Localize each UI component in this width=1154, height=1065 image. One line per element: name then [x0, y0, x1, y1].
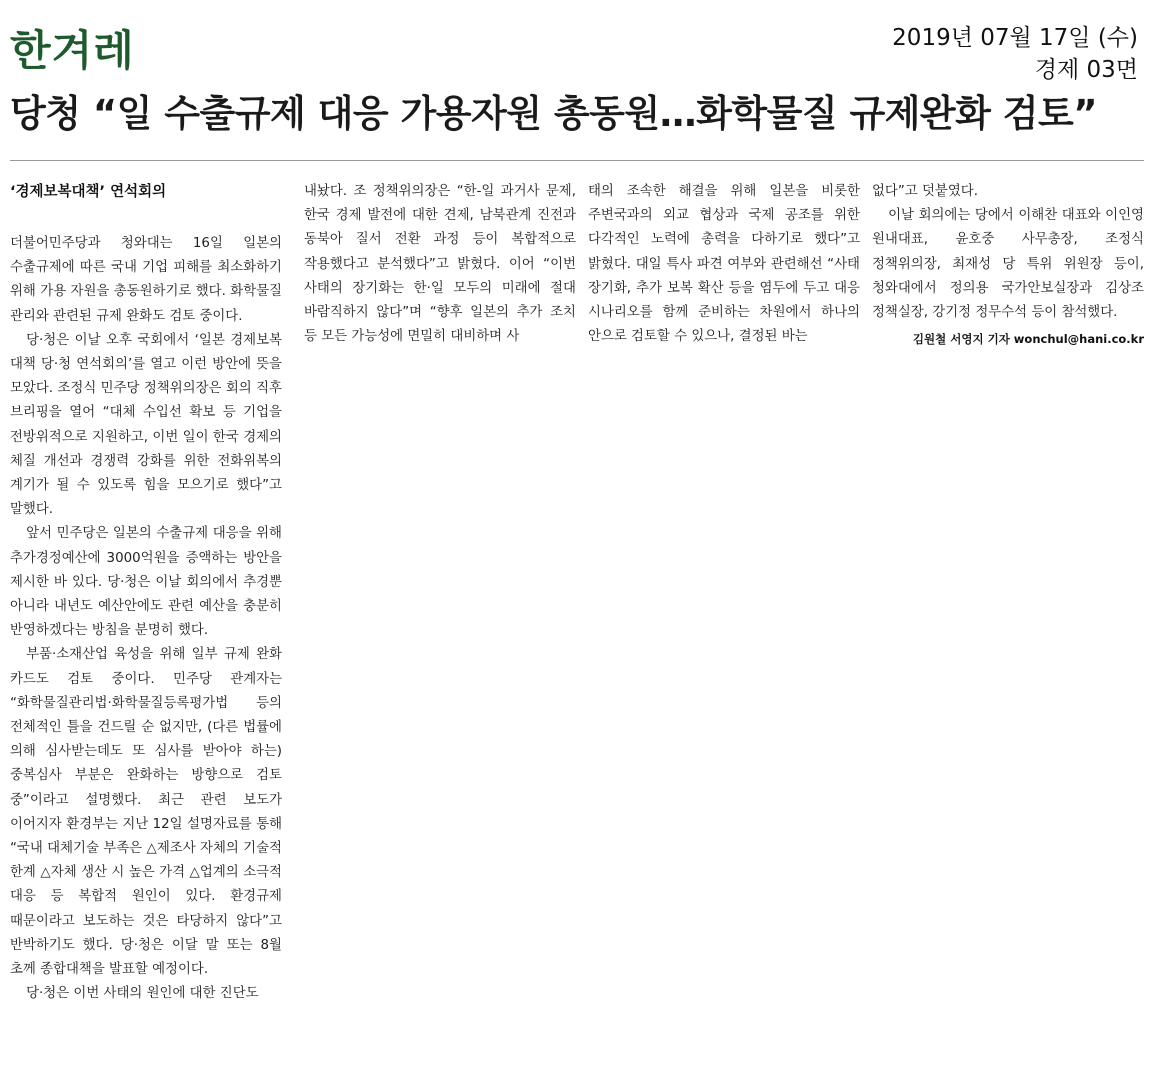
article-paragraph-continued: 내놨다. 조 정책위의장은 “한-일 과거사 문제, 한국 경제 발전에 대한 견제, 남북관계 진전과 동북아 질서 전환 과정 등이 복합적으로 작용했다고 분석했다”고 밝혔다. 이어 “이번 사태의 장기화는 한·일 모두의 미래에 절대 바람직하지 않다”며 “향후 일본의 추가 조치 등 모든 가능성에 면밀히 대비하며 사 — [304, 184, 576, 345]
article-paragraph: 이날 회의에는 당에서 이해찬 대표와 이인영 원내대표, 윤호중 사무총장, 조정식 정책위의장, 최재성 당 특위 위원장 등이, 청와대에서 정의용 국가안보실장과 김상조 정책실장, 강기정 정무수석 등이 참석했다. — [872, 208, 1144, 321]
newspaper-logo: 한겨레 — [10, 26, 135, 75]
article-paragraph: 더불어민주당과 청와대는 16일 일본의 수출규제에 따른 국내 기업 피해를 최소화하기 위해 가용 자원을 총동원하기로 했다. 화학물질 관리와 관련된 규제 완화도 검토 중이다. — [10, 236, 282, 324]
article-column-1 — [10, 180, 282, 1055]
article-paragraph: 부품·소재산업 육성을 위해 일부 규제 완화 카드도 검토 중이다. 민주당 관계자는 “화학물질관리법·화학물질등록평가법 등의 전체적인 틀을 건드릴 순 없지만, (다른 법률에 의해 심사받는데도 또 심사를 받아야 하는) 중복심사 부분은 완화하는 방향으로 검토 중”이라고 설명했다. 최근 관련 보도가 이어지자 환경부는 지난 12일 설명자료를 통해 “국내 대체기술 부족은 △제조사 자체의 기술적 한계 △자체 생산 시 높은 가격 △업계의 소극적 대응 등 복합적 원인이 있다. 환경규제 때문이라고 보도하는 것은 타당하지 않다”고 반박하기도 했다. 당·청은 이달 말 또는 8월 초께 종합대책을 발표할 예정이다. — [10, 647, 282, 978]
article-headline: 당청 “일 수출규제 대응 가용자원 총동원…화학물질 규제완화 검토” — [10, 92, 1098, 135]
section-page: 경제 03면 — [1034, 57, 1138, 83]
article-subhead: ‘경제보복대책’ 연석회의 — [10, 184, 167, 200]
dateline — [892, 22, 1138, 86]
reporter-byline: 김원철 서영지 기자 wonchul@hani.co.kr — [912, 332, 1144, 347]
article-paragraph-end: 없다”고 덧붙였다. — [872, 184, 978, 199]
headline-divider — [10, 160, 1144, 161]
article-paragraph: 당·청은 이날 오후 국회에서 ‘일본 경제보복 대책 당·청 연석회의’를 열고 이런 방안에 뜻을 모았다. 조정식 민주당 정책위의장은 회의 직후 브리핑을 열어 “대체 수입선 확보 등 기업을 전방위적으로 지원하고, 이번 일이 한국 경제의 체질 개선과 경쟁력 강화를 위한 전화위복의 계기가 될 수 있도록 힘을 모으기로 했다”고 말했다. — [10, 332, 282, 518]
article-paragraph: 앞서 민주당은 일본의 수출규제 대응을 위해 추가경정예산에 3000억원을 증액하는 방안을 제시한 바 있다. 당·청은 이날 회의에서 추경뿐 아니라 내년도 예산안에도 관련 예산을 충분히 반영하겠다는 방침을 분명히 했다. — [10, 526, 282, 639]
publication-date: 2019년 07월 17일 (수) — [892, 25, 1138, 51]
article-column-2 — [304, 180, 576, 349]
article-paragraph-start: 당·청은 이번 사태의 원인에 대한 진단도 — [26, 986, 259, 1002]
article-column-4 — [872, 180, 1144, 351]
article-paragraph-continued: 태의 조속한 해결을 위해 일본을 비롯한 주변국과의 외교 협상과 국제 공조를 위한 다각적인 노력에 총력을 다하기로 했다”고 밝혔다. 대일 특사 파견 여부와 관련해선 “사태 장기화, 추가 보복 확산 등을 염두에 두고 대응 시나리오를 함께 준비하는 차원에서 하나의 안으로 검토할 수 있으나, 결정된 바는 — [588, 184, 860, 345]
article-column-3 — [588, 180, 860, 349]
